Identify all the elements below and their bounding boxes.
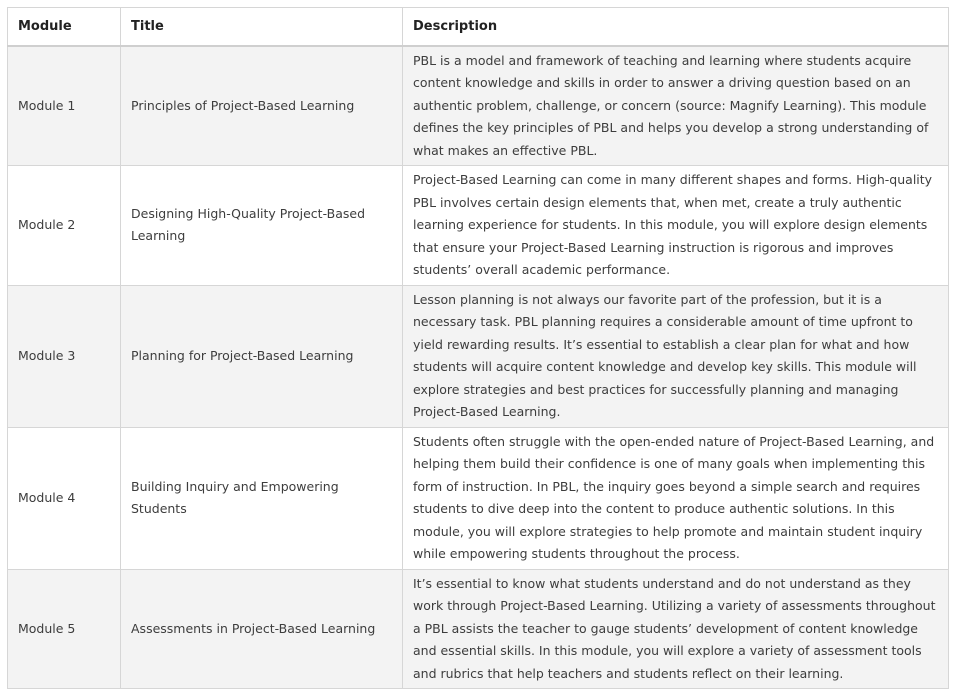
title-cell: Planning for Project-Based Learning [121,285,403,427]
title-cell: Designing High-Quality Project-Based Learning [121,166,403,286]
title-cell: Principles of Project-Based Learning [121,46,403,166]
description-cell: Lesson planning is not always our favorite part of the profession, but it is a necessary task. PBL planning requires a considerable amount of time upfront to yield rewarding results. It’s essential to establish a clear plan for what and how students will acquire content knowledge and develop key skills. This module will explore strategies and best practices for successfully planning and managing Project-Based Learning. [403,285,949,427]
column-header-title: Title [121,8,403,46]
description-cell: It’s essential to know what students understand and do not understand as they work through Project-Based Learning. Utilizing a variety of assessments throughout a PBL assists the teacher to gauge students’ development of content knowledge and essential skills. In this module, you will explore a variety of assessment tools and rubrics that help teachers and students reflect on their learning. [403,569,949,689]
title-cell: Building Inquiry and Empowering Students [121,427,403,569]
description-cell: Project-Based Learning can come in many different shapes and forms. High-quality PBL involves certain design elements that, when met, create a truly authentic learning experience for students. In this module, you will explore design elements that ensure your Project-Based Learning instruction is rigorous and improves students’ overall academic performance. [403,166,949,286]
table-row [8,166,949,286]
module-cell: Module 3 [8,285,121,427]
column-header-description: Description [403,8,949,46]
table-row [8,427,949,569]
title-cell: Assessments in Project-Based Learning [121,569,403,689]
table-row [8,285,949,427]
module-cell: Module 4 [8,427,121,569]
header-row [8,8,949,46]
modules-table [7,7,949,689]
description-cell: PBL is a model and framework of teaching and learning where students acquire content knowledge and skills in order to answer a driving question based on an authentic problem, challenge, or concern (source: Magnify Learning). This module defines the key principles of PBL and helps you develop a strong understanding of what makes an effective PBL. [403,46,949,166]
modules-table-container [7,7,948,689]
column-header-module: Module [8,8,121,46]
description-cell: Students often struggle with the open-ended nature of Project-Based Learning, and helping them build their confidence is one of many goals when implementing this form of instruction. In PBL, the inquiry goes beyond a simple search and requires students to dive deep into the content to produce authentic solutions. In this module, you will explore strategies to help promote and maintain student inquiry while empowering students throughout the process. [403,427,949,569]
module-cell: Module 1 [8,46,121,166]
table-row [8,569,949,689]
table-body [8,46,949,689]
module-cell: Module 2 [8,166,121,286]
table-header [8,8,949,46]
table-row [8,46,949,166]
module-cell: Module 5 [8,569,121,689]
